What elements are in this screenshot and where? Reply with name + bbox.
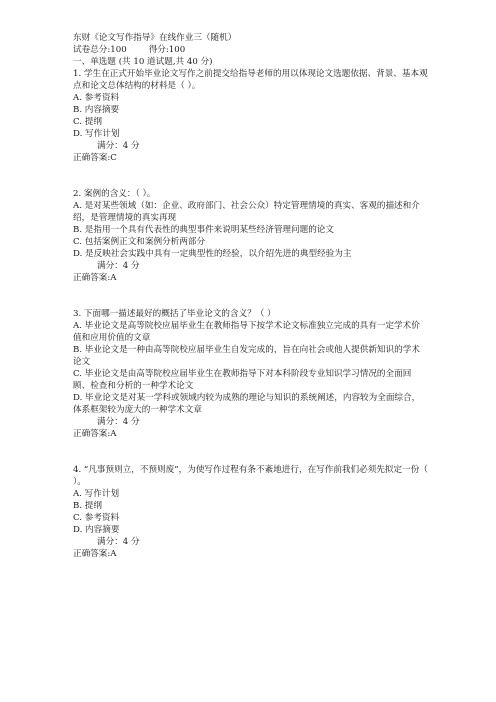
full-score: 满分：4 分: [97, 141, 140, 151]
correct-answer: 正确答案:A: [73, 549, 117, 559]
option-d: D. 是反映社会实践中具有一定典型性的经验，以介绍先进的典型经验为主: [73, 249, 352, 259]
question-stem: 1. 学生在正式开始毕业论文写作之前提交给指导老师的用以体现论文选题依据、背景、基本观点和论文总体结构的材料是（ ）。: [73, 69, 428, 91]
question-stem: 2. 案例的含义：（ ）。: [73, 189, 156, 199]
question-stem: 3. 下面哪一描述最好的概括了毕业论文的含义？（ ）: [73, 309, 276, 319]
question-4: [73, 464, 428, 560]
option-d: D. 毕业论文是对某一学科或领域内较为成熟的理论与知识的系统阐述，内容较为全面综合，体系框架较为庞大的一种学术文章: [73, 393, 421, 415]
question-stem: 4. “凡事预则立，不预则废”，为使写作过程有条不紊地进行，在写作前我们必须先拟定一份（ ）。: [73, 465, 428, 487]
score-summary: [73, 44, 428, 56]
option-c: C. 提纲: [73, 117, 102, 127]
option-b: B. 提纲: [73, 501, 102, 511]
option-b: B. 毕业论文是一种由高等院校应届毕业生自发完成的，旨在向社会或他人提供新知识的学术论文: [73, 345, 420, 367]
question-3: [73, 308, 428, 440]
option-c: C. 包括案例正文和案例分析两部分: [73, 237, 206, 247]
option-a: A. 参考资料: [73, 93, 120, 103]
question-1: [73, 68, 428, 164]
total-score: 试卷总分:100: [73, 45, 127, 55]
full-score: 满分：4 分: [97, 537, 140, 547]
option-a: A. 是对某些领域（如：企业、政府部门、社会公众）特定管理情境的真实、客观的描述和介绍，是管理情境的真实再现: [73, 201, 420, 223]
option-b: B. 内容摘要: [73, 105, 120, 115]
correct-answer: 正确答案:A: [73, 273, 117, 283]
obtained-score: 得分:100: [148, 45, 186, 55]
option-d: D. 内容摘要: [73, 525, 120, 535]
option-d: D. 写作计划: [73, 129, 120, 139]
question-2: [73, 188, 428, 284]
option-a: A. 毕业论文是高等院校应届毕业生在教师指导下按学术论文标准独立完成的具有一定学术价值和应用价值的文章: [73, 321, 420, 343]
full-score: 满分：4 分: [97, 261, 140, 271]
document-title: 东财《论文写作指导》在线作业三（随机）: [73, 33, 237, 43]
option-c: C. 参考资料: [73, 513, 120, 523]
section-heading: 一、单选题 (共 10 道试题,共 40 分): [73, 57, 213, 67]
correct-answer: 正确答案:C: [73, 153, 117, 163]
option-b: B. 是指用一个具有代表性的典型事件来说明某些经济管理问题的论文: [73, 225, 334, 235]
option-a: A. 写作计划: [73, 489, 120, 499]
correct-answer: 正确答案:A: [73, 429, 117, 439]
option-c: C. 毕业论文是由高等院校应届毕业生在教师指导下对本科阶段专业知识学习情况的全面回顾、检查和分析的一种学术论文: [73, 369, 412, 391]
document-page: [73, 32, 428, 560]
full-score: 满分：4 分: [97, 417, 140, 427]
